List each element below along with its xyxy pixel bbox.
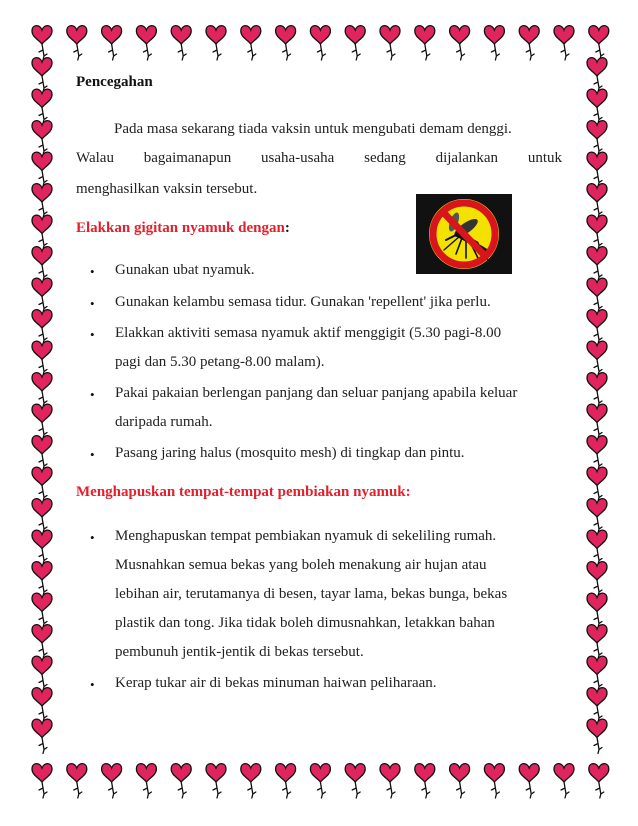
intro-line-2: Walau bagaimanapun usaha-usaha sedang dijalankan untuk: [76, 150, 563, 166]
bullet-icon: •: [90, 296, 95, 311]
intro-line-1: Pada masa sekarang tiada vaksin untuk mengubati demam denggi.: [114, 121, 512, 137]
bullet-icon: •: [90, 387, 95, 402]
bullet-icon: •: [90, 264, 95, 279]
list-item: Menghapuskan tempat pembiakan nyamuk di sekeliling rumah.: [115, 528, 497, 544]
avoid-heading: Elakkan gigitan nyamuk dengan:: [76, 220, 290, 236]
list-item-continuation: lebihan air, terutamanya di besen, tayar lama, bekas bunga, bekas: [115, 586, 508, 602]
section-title: Pencegahan: [76, 74, 153, 90]
list-item: Gunakan kelambu semasa tidur. Gunakan 'repellent' jika perlu.: [115, 294, 491, 310]
bullet-icon: •: [90, 447, 95, 462]
list-item-continuation: Musnahkan semua bekas yang boleh menakung air hujan atau: [115, 557, 487, 573]
list-item-continuation: pembunuh jentik-jentik di bekas tersebut.: [115, 644, 364, 660]
list-item: Gunakan ubat nyamuk.: [115, 262, 255, 278]
list-item-continuation: pagi dan 5.30 petang-8.00 malam).: [115, 354, 325, 370]
list-item-continuation: plastik dan tong. Jika tidak boleh dimusnahkan, letakkan bahan: [115, 615, 495, 631]
list-item: Elakkan aktiviti semasa nyamuk aktif menggigit (5.30 pagi-8.00: [115, 325, 502, 341]
list-item-continuation: daripada rumah.: [115, 414, 213, 430]
list-item: Pasang jaring halus (mosquito mesh) di tingkap dan pintu.: [115, 445, 465, 461]
no-mosquito-icon: [416, 194, 512, 274]
intro-line-3: menghasilkan vaksin tersebut.: [76, 181, 258, 197]
breeding-heading: Menghapuskan tempat-tempat pembiakan nyamuk:: [76, 484, 411, 500]
list-item: Pakai pakaian berlengan panjang dan seluar panjang apabila keluar: [115, 385, 518, 401]
bullet-icon: •: [90, 327, 95, 342]
bullet-icon: •: [90, 530, 95, 545]
list-item: Kerap tukar air di bekas minuman haiwan peliharaan.: [115, 675, 437, 691]
bullet-icon: •: [90, 677, 95, 692]
